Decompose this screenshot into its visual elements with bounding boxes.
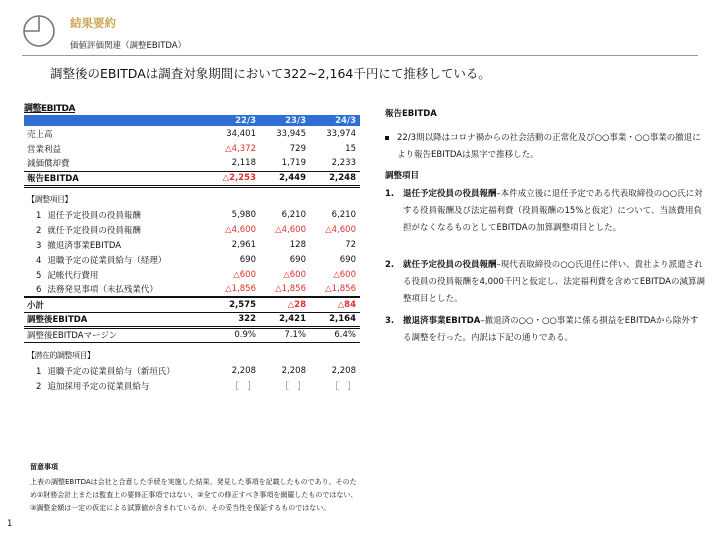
adjustment-row xyxy=(24,267,360,282)
note-text: –撤退済の○○・○○事業に係る損益をEBITDAから除外する調整を行った。内訳は下記の通りである。 xyxy=(403,316,699,343)
value-cell: 690 xyxy=(289,254,306,265)
note-lead: 就任予定役員の役員報酬 xyxy=(403,260,497,270)
value-cell: 2,233 xyxy=(331,158,356,169)
value-cell: △84 xyxy=(310,297,360,312)
item-number: 2 xyxy=(36,381,42,392)
item-label: 撤退済事業EBITDA xyxy=(47,240,122,251)
value-cell: ［ ］ xyxy=(330,381,356,392)
item-label: 退職予定の従業員給与（新垣氏） xyxy=(47,366,175,377)
adjusted-ebitda-row xyxy=(24,312,360,327)
notes-text: 上表の調整EBITDAは会社と合意した手続を実施した結果、発見した事項を記載したものであり、そのため①財務会計上または監査上の要修正事項ではない、②全ての修正すべき事項を網羅したものではない、③調整金額は一定の仮定による試算値が含まれているが、その妥当性を保証するものではない。 xyxy=(30,478,358,512)
value-cell: 7.1% xyxy=(260,327,310,342)
table-row xyxy=(24,126,360,141)
value-cell: 2,208 xyxy=(231,365,256,376)
value-cell: △28 xyxy=(260,297,310,312)
row-label xyxy=(24,237,210,252)
adjustment-row xyxy=(24,252,360,267)
value-cell: 2,421 xyxy=(260,312,310,327)
value-cell: △4,600 xyxy=(275,224,306,235)
table-header xyxy=(24,115,360,126)
row-label: 【潜在的調整項目】 xyxy=(27,351,95,360)
adjustments-section xyxy=(24,192,360,207)
table-row xyxy=(24,156,360,171)
empty-cell xyxy=(210,348,260,363)
empty-cell xyxy=(310,192,360,207)
item-label: 退職予定の従業員給与（経理） xyxy=(47,255,167,266)
value-cell: ［ ］ xyxy=(280,381,306,392)
value-cell: △600 xyxy=(333,269,356,280)
header-blank xyxy=(24,115,210,126)
item-label: 追加採用予定の従業員給与 xyxy=(47,381,150,392)
notes-title: 留意事項 xyxy=(30,463,58,471)
value-cell: 2,449 xyxy=(260,171,310,186)
margin-row xyxy=(24,327,360,342)
row-label: 小計 xyxy=(24,297,210,312)
empty-cell xyxy=(260,192,310,207)
value-cell: △2,253 xyxy=(210,171,260,186)
adjustment-heading: 調整項目 xyxy=(385,171,420,181)
note-number: 3. xyxy=(385,316,395,326)
value-cell: ［ ］ xyxy=(230,381,256,392)
value-cell: 6,210 xyxy=(281,209,306,220)
item-number: 1 xyxy=(36,210,42,221)
row-label xyxy=(24,363,210,378)
value-cell: 2,208 xyxy=(281,365,306,376)
row-label xyxy=(24,252,210,267)
value-cell: △1,856 xyxy=(225,284,256,294)
reported-ebitda-text: 22/3期以降はコロナ禍からの社会活動の正常化及び○○事業・○○事業の撤退により報告EBITDAは黒字で推移した。 xyxy=(397,133,701,160)
reported-ebitda-heading: 報告EBITDA xyxy=(385,109,437,119)
row-label: 営業利益 xyxy=(27,144,62,155)
item-number: 2 xyxy=(36,225,42,236)
value-cell: 33,945 xyxy=(276,128,306,139)
potential-row xyxy=(24,363,360,378)
note-number: 2. xyxy=(385,260,395,270)
value-cell: △4,600 xyxy=(225,224,256,235)
header-divider xyxy=(22,55,698,56)
potential-section xyxy=(24,348,360,363)
value-cell: 72 xyxy=(345,239,356,250)
adjustment-row xyxy=(24,237,360,252)
potential-row xyxy=(24,378,360,393)
item-label: 退任予定役員の役員報酬 xyxy=(47,210,141,221)
value-cell: 33,974 xyxy=(326,128,356,139)
note-lead: 撤退済事業EBITDA xyxy=(403,316,481,326)
section-subtitle: 価値評価関連（調整EBITDA） xyxy=(70,41,187,51)
item-number: 5 xyxy=(36,270,42,281)
value-cell: 729 xyxy=(289,143,306,154)
ebitda-table xyxy=(24,115,360,393)
note-text: –現代表取締役の○○氏退任に伴い、貴社より派遣される役員の役員報酬を4,000千円と仮定し、法定福利費を含めてEBITDAの減算調整項目とした。 xyxy=(403,260,705,304)
value-cell: 1,719 xyxy=(281,158,306,169)
adjustment-note-2 xyxy=(385,257,705,308)
column-header: 23/3 xyxy=(260,115,310,126)
row-label xyxy=(24,222,210,237)
adjustment-row xyxy=(24,222,360,237)
adjustment-note-3 xyxy=(385,313,705,347)
value-cell: 0.9% xyxy=(210,327,260,342)
value-cell: △1,856 xyxy=(325,284,356,294)
value-cell: 6,210 xyxy=(331,209,356,220)
item-label: 法務発見事項（未払残業代） xyxy=(47,285,158,295)
value-cell: 34,401 xyxy=(226,128,256,139)
row-label: 報告EBITDA xyxy=(24,171,210,186)
adjustment-row xyxy=(24,282,360,297)
value-cell: △1,856 xyxy=(275,284,306,294)
value-cell: 128 xyxy=(289,239,306,250)
value-cell: △600 xyxy=(233,269,256,280)
table-title: 調整EBITDA xyxy=(24,104,75,114)
row-label xyxy=(24,282,210,297)
page-number: 1 xyxy=(7,519,13,529)
value-cell: 2,164 xyxy=(310,312,360,327)
bullet-icon xyxy=(385,136,389,140)
item-number: 1 xyxy=(36,366,42,377)
value-cell: 2,248 xyxy=(310,171,360,186)
value-cell: 15 xyxy=(345,143,356,154)
row-label: 調整後EBITDAマージン xyxy=(24,327,210,342)
subtotal-row xyxy=(24,297,360,312)
row-label xyxy=(24,378,210,393)
value-cell: 2,575 xyxy=(210,297,260,312)
empty-cell xyxy=(260,348,310,363)
note-text: –本件成立後に退任予定である代表取締役の○○氏に対する役員報酬及び法定福利費（役員報酬の15%と仮定）について、当該費用負担がなくなるものとしてEBITDAの加算調整項目とした。 xyxy=(403,189,703,233)
value-cell: 322 xyxy=(210,312,260,327)
value-cell: 6.4% xyxy=(310,327,360,342)
value-cell: 690 xyxy=(239,254,256,265)
table-row xyxy=(24,141,360,156)
column-header: 24/3 xyxy=(310,115,360,126)
value-cell: △600 xyxy=(283,269,306,280)
row-label: 【調整項目】 xyxy=(27,195,72,204)
value-cell: 690 xyxy=(339,254,356,265)
item-number: 6 xyxy=(36,285,42,295)
row-label xyxy=(24,267,210,282)
row-label: 調整後EBITDA xyxy=(24,312,210,327)
reported-ebitda-row xyxy=(24,171,360,186)
value-cell: 5,980 xyxy=(231,209,256,220)
item-label: 記帳代行費用 xyxy=(47,270,99,281)
note-number: 1. xyxy=(385,189,395,199)
empty-cell xyxy=(210,192,260,207)
adjustment-note-1 xyxy=(385,186,705,237)
page-headline: 調整後のEBITDAは調査対象期間において322~2,164千円にて推移している。 xyxy=(50,66,491,81)
section-title: 結果要約 xyxy=(70,16,116,30)
empty-cell xyxy=(310,348,360,363)
row-label: 減価償却費 xyxy=(27,159,70,170)
item-number: 3 xyxy=(36,240,42,251)
reported-ebitda-bullet xyxy=(385,130,705,164)
value-cell: 2,118 xyxy=(231,158,256,169)
item-label: 就任予定役員の役員報酬 xyxy=(47,225,141,236)
value-cell: 2,208 xyxy=(331,365,356,376)
adjustment-row xyxy=(24,207,360,222)
row-label: 売上高 xyxy=(27,129,53,140)
value-cell: △4,600 xyxy=(325,224,356,235)
column-header: 22/3 xyxy=(210,115,260,126)
value-cell: △4,372 xyxy=(225,143,256,154)
row-label xyxy=(24,207,210,222)
value-cell: 2,961 xyxy=(231,239,256,250)
note-lead: 退任予定役員の役員報酬 xyxy=(403,189,497,199)
item-number: 4 xyxy=(36,255,42,266)
pie-chart-icon xyxy=(22,14,56,48)
